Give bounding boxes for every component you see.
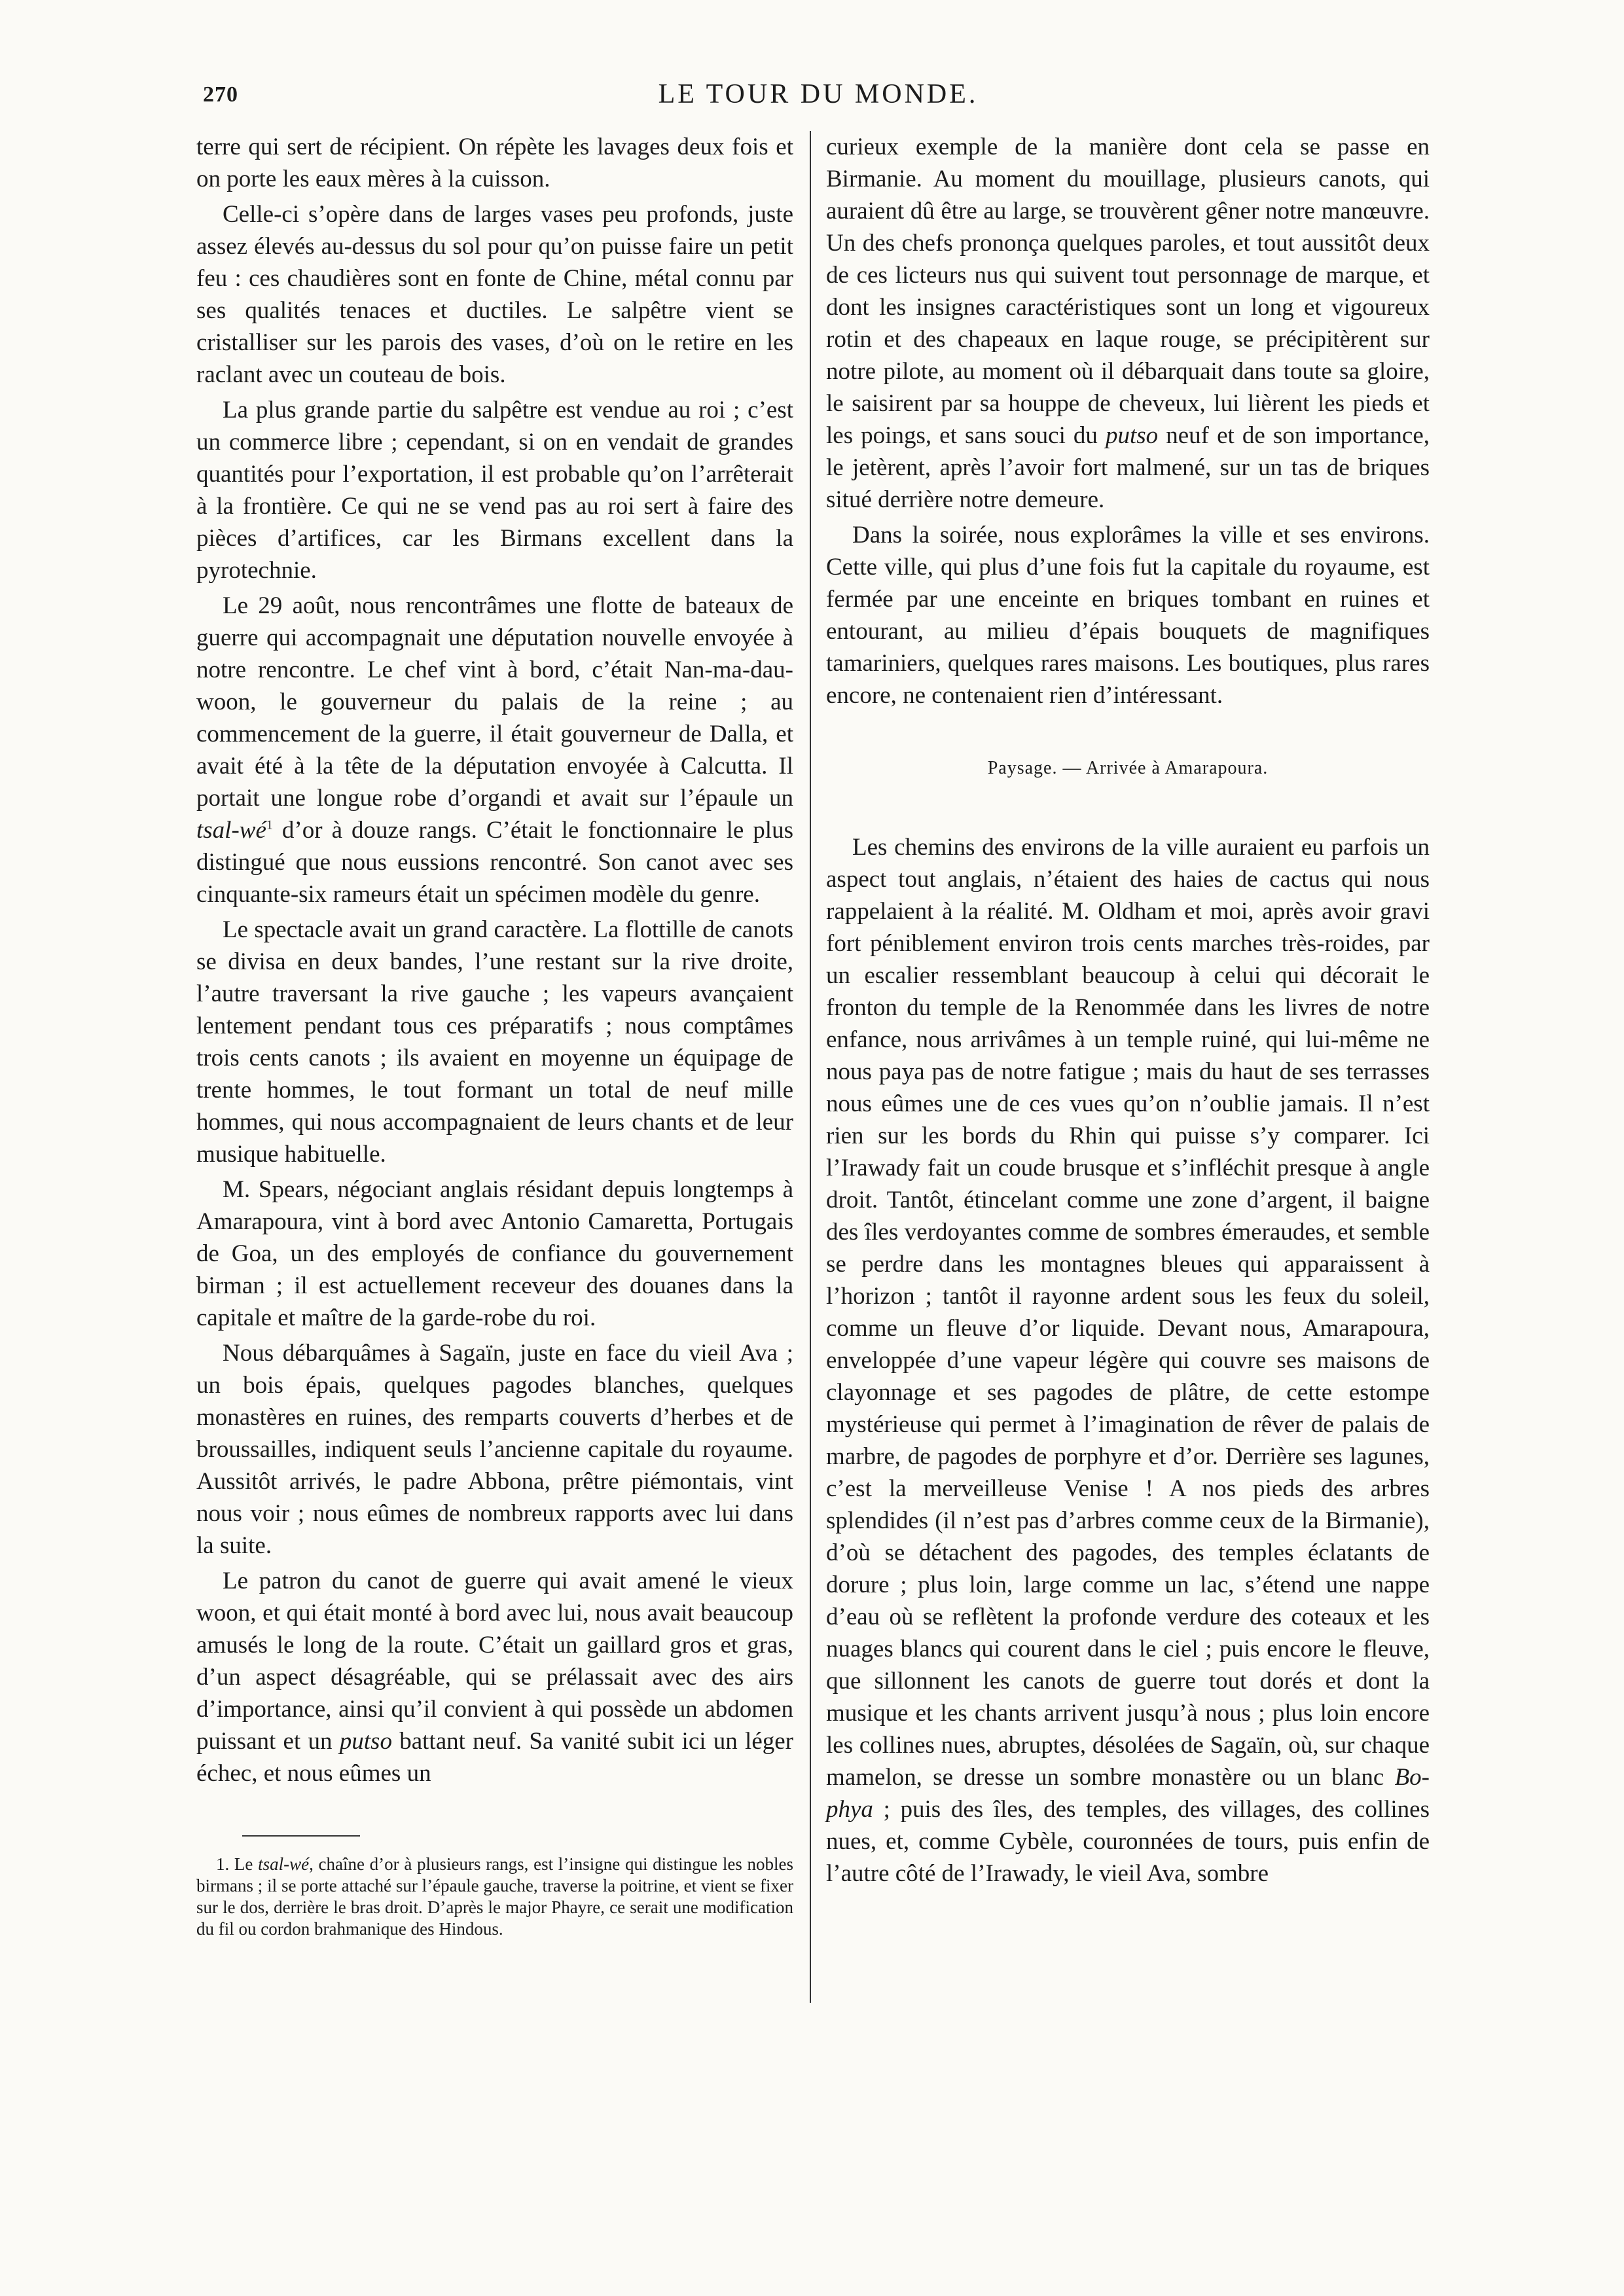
text-span: neuf et de son importance, le jetèrent, après l’avoir fort malmené, sur un tas de briques situé derrière notre demeure. xyxy=(826,422,1430,513)
text-span: ; puis des îles, des temples, des villages, des collines nues, et, comme Cybèle, couronnées de tours, puis enfin de l’autre côté de l’Irawady, le vieil Ava, sombre xyxy=(826,1796,1430,1887)
running-title: LE TOUR DU MONDE. xyxy=(658,79,979,109)
text-span: battant neuf. Sa vanité subit ici un léger échec, et nous eûmes un xyxy=(196,1728,794,1787)
footnote-number: 1. xyxy=(216,1854,230,1874)
text-span: Les chemins des environs de la ville auraient eu parfois un aspect tout anglais, n’étaient des haies de cactus qui nous rappelaient à la réalité. M. Oldham et moi, après avoir gravi fort péniblement environ trois cents marches très-roides, par un escalier ressemblant beaucoup à celui qui décorait le fronton du temple de la Renommée dans les livres de notre enfance, nous arrivâmes à un temple ruiné, qui lui-même ne nous paya pas de notre fatigue ; mais du haut de ses terrasses nous eûmes une de ces vues qu’on n’oublie jamais. Il n’est rien sur les bords du Rhin qui puisse s’y comparer. Ici l’Irawady fait un coude brusque et s’infléchit presque à angle droit. Tantôt, étincelant comme une zone d’argent, il baigne des îles verdoyantes comme de sombres émeraudes, et semble se perdre dans les montagnes bleues qui apparaissent à l’horizon ; tantôt il rayonne ardent sous les feux du soleil, comme un fleuve d’or liquide. Devant nous, Amarapoura, enveloppée d’une vapeur légère qui couvre ses maisons de clayonnage et ses pagodes de plâtre, de cette estompe mystérieuse qui permet à l’imagination de rêver de palais de marbre, de pagodes de porphyre et d’or. Derrière ses lagunes, c’est la merveilleuse Venise ! A nos pieds des arbres splendides (il n’est pas d’arbres comme ceux de la Birmanie), d’où se détachent des pagodes, des temples éclatants de dorure ; plus loin, large comme un lac, s’étend une nappe d’eau où se reflètent la profonde verdure des coteaux et les nuages blancs qui courent dans le ciel ; puis encore le fleuve, que sillonnent les canots de guerre tout dorés et dont la musique et les chants arrivent jusqu’à nous ; plus loin encore les collines nues, abruptes, désolées de Sagaïn, où, sur chaque mamelon, se dresse un sombre monastère ou un blanc xyxy=(826,834,1430,1791)
paragraph xyxy=(196,1565,793,1789)
italic-term: tsal-wé xyxy=(196,817,266,844)
page-number: 270 xyxy=(203,82,238,107)
section-heading: Paysage. — Arrivée à Amarapoura. xyxy=(987,758,1269,778)
text-span: Le patron du canot de guerre qui avait amené le vieux woon, et qui était monté à bord avec lui, nous avait beaucoup amusés le long de la route. C’était un gaillard gros et gras, d’un aspect désagréable, qui se prélassait avec des airs d’importance, ainsi qu’il convient à qui possède un abdomen puissant et un xyxy=(196,1568,793,1755)
paragraph: Dans la soirée, nous explorâmes la ville et ses environs. Cette ville, qui plus d’une fois fut la capitale du royaume, est fermée par une enceinte en briques tombant en ruines et entourant, au milieu d’épais bouquets de magnifiques tamariniers, quelques rares maisons. Les boutiques, plus rares encore, ne contenaient rien d’intéressant. xyxy=(826,522,1430,709)
text-span: curieux exemple de la manière dont cela se passe en Birmanie. Au moment du mouillage, plusieurs canots, qui auraient dû être au large, se trouvèrent gêner notre manœuvre. Un des chefs prononça quelques paroles, et tout aussitôt deux de ces licteurs nus qui suivent tout personnage de marque, et dont les insignes caractéristiques sont un long et vigoureux rotin et des chapeaux en laque rouge, se précipitèrent sur notre pilote, au moment où il débarquait dans toute sa gloire, le saisirent par sa houppe de cheveux, lui lièrent les pieds et les poings, et sans souci du xyxy=(826,134,1430,449)
paragraph: terre qui sert de récipient. On répète les lavages deux fois et on porte les eaux mères à la cuisson. xyxy=(196,134,793,192)
right-column xyxy=(826,131,1430,1893)
paragraph: La plus grande partie du salpêtre est vendue au roi ; c’est un commerce libre ; cependant, si on en vendait de grandes quantités pour l’exportation, il est probable qu’on l’arrêterait à la frontière. Ce qui ne se vend pas au roi sert à faire des pièces d’artifices, car les Birmans excellent dans la pyrotechnie. xyxy=(196,397,793,584)
text-span: , chaîne d’or à plusieurs rangs, est l’insigne qui distingue les nobles birmans ; il se porte attaché sur l’épaule gauche, traverse la poitrine, et vient se fixer sur le dos, derrière le bras droit. D’après le major Phayre, ce serait une modification du fil ou cordon brahmanique des Hindous. xyxy=(196,1854,794,1939)
italic-term: putso xyxy=(339,1728,392,1755)
text-span: Le 29 août, nous rencontrâmes une flotte de bateaux de guerre qui accompagnait une députation nouvelle envoyée à notre rencontre. Le chef vint à bord, c’était Nan-ma-dau-woon, le gouverneur du palais de la reine ; au commencement de la guerre, il était gouverneur de Dalla, et avait été à la tête de la députation envoyée à Calcutta. Il portait une longue robe d’organdi et avait sur l’épaule un xyxy=(196,592,793,812)
italic-term: Bo-phya xyxy=(826,1764,1430,1823)
footnote xyxy=(196,1854,793,1940)
italic-term: putso xyxy=(1106,422,1159,449)
paragraph: Le spectacle avait un grand caractère. La flottille de canots se divisa en deux bandes, l’une restant sur la rive droite, l’autre traversant la rive gauche ; les vapeurs avançaient lentement pendant tous ces préparatifs ; nous comptâmes trois cents canots ; ils avaient en moyenne un équipage de trente hommes, le tout formant un total de neuf mille hommes, qui nous accompagnaient de leurs chants et de leur musique habituelle. xyxy=(196,916,793,1168)
paragraph xyxy=(826,131,1430,516)
paragraph xyxy=(196,590,793,910)
text-span: Le xyxy=(229,1854,259,1874)
footnote-ref: 1 xyxy=(266,817,273,833)
footnote-rule xyxy=(242,1835,360,1837)
paragraph: Celle-ci s’opère dans de larges vases peu profonds, juste assez élevés au-dessus du sol pour qu’on puisse faire un petit feu : ces chaudières sont en fonte de Chine, métal connu par ses qualités tenaces et ductiles. Le salpêtre vient se cristalliser sur les parois des vases, d’où on le retire en les raclant avec un couteau de bois. xyxy=(196,201,793,388)
left-column xyxy=(196,131,793,1940)
paragraph xyxy=(826,831,1430,1890)
text-span: d’or à douze rangs. C’était le fonctionnaire le plus distingué que nous eussions rencontré. Son canot avec ses cinquante-six rameurs était un spécimen modèle du genre. xyxy=(196,817,793,908)
paragraph: Nous débarquâmes à Sagaïn, juste en face du vieil Ava ; un bois épais, quelques pagodes blanches, quelques monastères en ruines, des remparts couverts d’herbes et de broussailles, indiquent seuls l’ancienne capitale du royaume. Aussitôt arrivés, le padre Abbona, prêtre piémontais, vint nous voir ; nous eûmes de nombreux rapports avec lui dans la suite. xyxy=(196,1340,793,1559)
paragraph: M. Spears, négociant anglais résidant depuis longtemps à Amarapoura, vint à bord avec Antonio Camaretta, Portugais de Goa, un des employés de confiance du gouvernement birman ; il est actuellement receveur des douanes dans la capitale et maître de la garde-robe du roi. xyxy=(196,1176,793,1331)
italic-term: tsal-wé xyxy=(258,1854,310,1874)
column-divider xyxy=(810,131,811,2003)
